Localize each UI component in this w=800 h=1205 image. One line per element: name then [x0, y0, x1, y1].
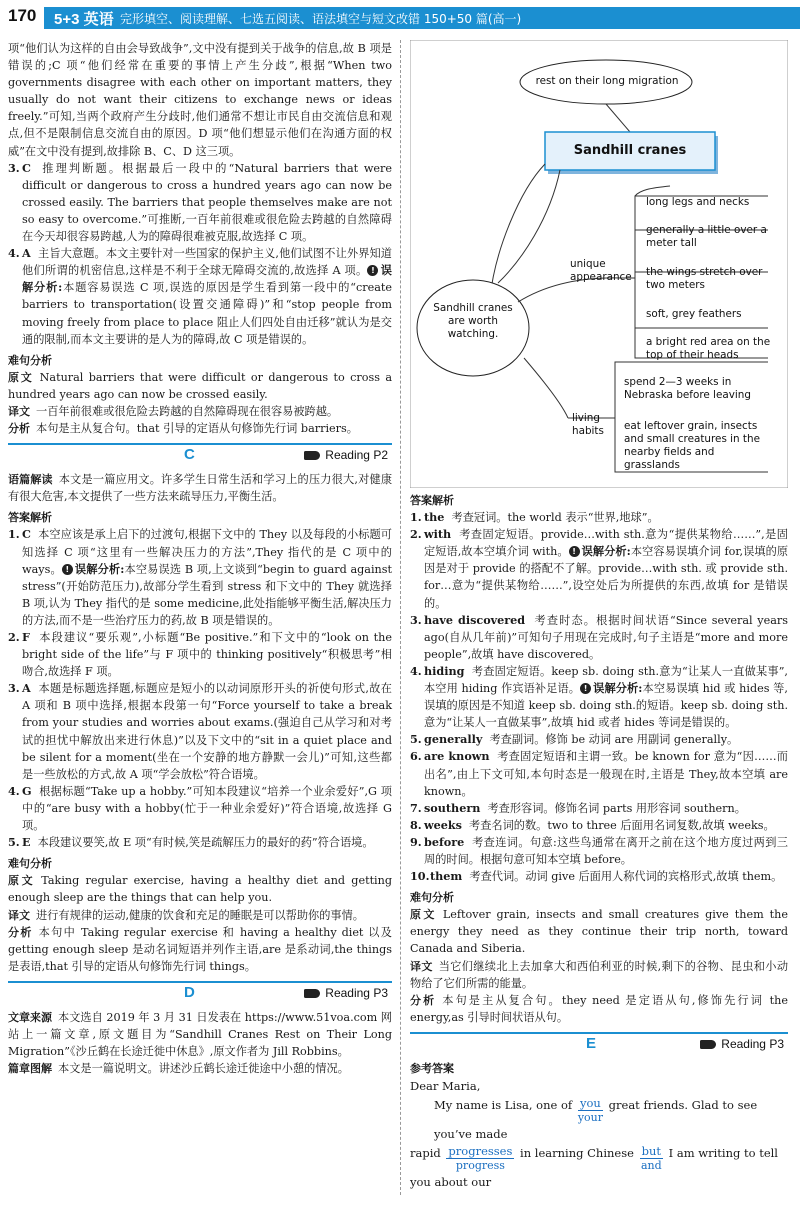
page-number: 170 [8, 6, 37, 25]
mistake-text: 本题容易误选 C 项,误选的原因是学生看到第一段中的“create barriers to transportation(设置交通障碍)”和“stop people from moving freely from place to place 阻止人们四处自由迁移”就认为是交通的限制,而本文主要讲的是人为的障碍,故 C 项是错误的。 [22, 281, 392, 346]
letter-greeting: Dear Maria, [410, 1079, 481, 1093]
left-column [8, 40, 392, 1077]
section-c-bar [8, 443, 392, 467]
answer-item: 3. A 本题是标题选择题,标题应是短小的以动词原形开头的祈使句形式,故在 A 项和 B 项中选择,根据本段第一句“Force yourself to take a break from your studies and worries about exams.(强迫自己从学习和对考试的担忧中解放出来进行休息)”以及下文中的“sit in a quiet place and be silent for a moment(坐在一个安静的地方静默一会儿)”可知,这些都是一些放松的方式,故 A 项“学会放松”符合语境。 [8, 681, 392, 781]
answer-item: 5. E 本段建议要笑,故 E 项“有时候,笑是疏解压力的最好的药”符合语境。 [8, 835, 374, 850]
header-band [44, 7, 800, 29]
mistake-label: ! 误解分析: [62, 562, 125, 576]
answer-item: 6. are known 考查固定短语和主谓一致。be known for 意为“因……而出名”,由上下文可知,本句时态是一般现在时,主语是 They,故本空填 are known。 [410, 749, 788, 798]
hard-translation: 译文 一百年前很难或很危险去跨越的自然障碍现在很容易被跨越。 [8, 404, 339, 418]
answer-item: 1. the 考查冠词。the world 表示“世界,地球”。 [410, 510, 659, 525]
appearance-item: generally a little over a meter tall [646, 224, 767, 249]
warning-icon: ! [367, 265, 378, 276]
answer-text: 推理判断题。根据最后一段中的“Natural barriers that were difficult or dangerous to cross a hundred years ago can now be crossed easily. The barriers that people themselves make are not so easy to overcome.”可推断,一百年前很难或很危险去跨越的自然障碍在今天却很容易跨越,人为的障碍很难被克服,故选择 C 项。 [22, 161, 392, 244]
section-letter: E [586, 1034, 597, 1052]
hard-original: 原文 Taking regular exercise, having a healthy diet and getting enough sleep are the things that can help you. [8, 874, 393, 905]
appearance-item: soft, grey feathers [646, 308, 742, 320]
book-title: 完形填空、阅读理解、七选五阅读、语法填空与短文改错 150+50 篇(高一) [120, 12, 522, 26]
branch-unique-appearance: unique appearance [570, 258, 632, 283]
letter-line: rapid progresses progress in learning Chinese but and I am writing to tell you about our [410, 1144, 778, 1189]
brand-logo: 5+3 英语 [54, 11, 114, 28]
correction: you your [577, 1096, 603, 1124]
hard-translation: 译文 进行有规律的运动,健康的饮食和充足的睡眠是可以帮助你的事情。 [8, 908, 364, 922]
warning-icon: ! [62, 564, 73, 575]
item-number: 3. [8, 160, 20, 175]
pointing-hand-icon [700, 1040, 716, 1049]
answer-item: 4. G 根据标题“Take up a hobby.”可知本段建议“培养一个业余爱好”,G 项中的“are busy with a hobby(忙于一种业余爱好)”符合语境,故选择 G 项。 [8, 783, 392, 833]
hard-original: 原文 Leftover grain, insects and small creatures give them the energy they need as they continue their trip north, toward Canada and Siberia. [410, 908, 788, 956]
answer-item [8, 160, 392, 245]
answer-title: 答案解析 [410, 494, 454, 507]
hard-original: 原文 Natural barriers that were difficult or dangerous to cross a hundred years ago can now be crossed easily. [8, 370, 392, 401]
answer-item: 5. generally 考查副词。修饰 be 动词 are 用副词 generally。 [410, 732, 739, 747]
mistake-label: ! 误解分析: [22, 263, 392, 295]
hard-sentence-title: 难句分析 [8, 353, 52, 367]
appearance-item: a bright red area on the top of their heads [646, 336, 771, 361]
hard-analysis: 分析 本句是主从复合句。that 引导的定语从句修饰先行词 barriers。 [8, 422, 358, 436]
hard-sentence-title: 难句分析 [410, 891, 454, 905]
article-source: 文章来源 本文选自 2019 年 3 月 31 日发表在 https://www.51voa.com 网站上一篇文章,原文题目为“Sandhill Cranes Rest on Their Long Migration”《沙丘鹤在长途迁徙中休息》,原文作者为 Jill Robbins。 [8, 1010, 392, 1059]
answer-item: 3. have discovered 考查时态。根据时间状语“Since several years ago(自从几年前)”可知句子用现在完成时,句子主语是“more and more people”,故填 have discovered。 [410, 612, 788, 661]
warning-icon: ! [569, 546, 580, 557]
correction: progresses progress [448, 1144, 513, 1172]
answer-item [8, 245, 392, 348]
pointing-hand-icon [304, 989, 320, 998]
answer-letter: C [22, 160, 31, 175]
left-bubble-text: Sandhill cranes are worth watching. [433, 302, 513, 340]
reading-ref: Reading P3 [304, 986, 388, 1000]
reading-ref: Reading P2 [304, 448, 388, 462]
page-header [0, 0, 800, 33]
right-column [410, 40, 788, 1192]
section-letter: C [184, 446, 195, 464]
answer-item: 8. weeks 考查名词的数。two to three 后面用名词复数,故填 weeks。 [410, 817, 775, 832]
pointing-hand-icon [304, 451, 320, 460]
answer-item: 4. hiding 考查固定短语。keep sb. doing sth.意为“让某人一直做某事”,本空用 hiding 作宾语补足语。 ! 误解分析:本空易误填 hid 或 hides 等,误填的原因是不知道 keep sb. doing sth.的短语。keep sb. doing sth.意为“让某人一直做某事”,故填 hid 或者 hides 等词是错误的。 [410, 663, 788, 730]
branch-living-habits: living habits [572, 412, 604, 437]
item-number: 4. [8, 246, 20, 261]
answer-item: 1. C 本空应该是承上启下的过渡句,根据下文中的 They 以及每段的小标题可知选择 C 项“这里有一些解决压力的方法”,They 指代的是 C 项中的 ways。 ! 误解分析:本空易误选 B 项,上文谈到“begin to guard against stress”(开始防范压力),故部分学生看到 stress 和下文中的 They 就选择 B 项,认为 They 指代的是 some medicine,此处指能够平衡生活,解决压力的方法,而不是一些治疗压力的药,故 B 项是错误的。 [8, 527, 392, 627]
habit-item: eat leftover grain, insects and small creatures in the nearby fields and grasslands [624, 420, 760, 471]
answer-item: 10. them 考查代词。动词 give 后面用人称代词的宾格形式,故填 them。 [410, 869, 783, 884]
mind-map [410, 40, 788, 488]
reading-ref: Reading P3 [700, 1037, 784, 1051]
warning-icon: ! [580, 683, 591, 694]
reference-answer-title: 参考答案 [410, 1061, 454, 1075]
hard-translation: 译文 当它们继续北上去加拿大和西伯利亚的时候,剩下的谷物、昆虫和小动物给了它们所需的能量。 [410, 959, 789, 990]
answer-item: 2. F 本段建议“要乐观”,小标题“Be positive.”和下文中的“look on the bright side of the life”与 F 项中的 thinking positively“积极思考”相吻合,故选择 F 项。 [8, 630, 392, 679]
intro-paragraph: 项“他们认为这样的自由会导致战争”,文中没有提到关于战争的信息,故 B 项是错误的;C 项“他们经常在重要的事情上产生分歧”,根据“When two governments disagree with each other on important matters, they usually do not want their citizens to exchange news or ideas freely.”可知,当两个政府产生分歧时,他们通常不想让市民自由交流信息和观点,但不是限制信息交流自由的原因。D 项“他们想显示他们在沟通方面的权威”在文中没有提到,故排除 B、C、D 这三项。 [8, 42, 392, 158]
section-letter: D [184, 983, 195, 1001]
answer-item: 7. southern 考查形容词。修饰名词 parts 用形容词 southern。 [410, 800, 746, 815]
hard-sentence-title: 难句分析 [8, 857, 52, 871]
column-divider [400, 40, 401, 1195]
top-bubble-text: rest on their long migration [535, 75, 679, 87]
answer-item: 2. with 考查固定短语。provide…with sth.意为“提供某物给……”,是固定短语,故本空填介词 with。 ! 误解分析:本空容易误填介词 for,误填的原因是对于 provide 的搭配不了解。provide…with sth. 或 provide sth. for…意为“提供某物给……”,设空处后为所提供的东西,故填 for 是错误的。 [410, 527, 789, 610]
mistake-label: ! 误解分析: [569, 544, 631, 558]
answer-letter: A [22, 246, 31, 261]
model-letter [410, 1077, 788, 1192]
answer-title: 答案解析 [8, 511, 52, 525]
hard-analysis: 分析 本句中 Taking regular exercise 和 having a healthy diet 以及 getting enough sleep 是动名词短语并列作主语,are 是系动词,the things 是表语,that 引导的定语从句修饰先行词 things。 [8, 925, 392, 973]
section-d-bar [8, 981, 392, 1005]
text-outline: 篇章图解 本文是一篇说明文。讲述沙丘鹤长途迁徙途中小憩的情况。 [8, 1062, 349, 1076]
appearance-item: the wings stretch over two meters [646, 266, 763, 291]
text-interpretation: 语篇解读 本文是一篇应用文。许多学生日常生活和学习上的压力很大,对健康有很大危害,本文提供了一些方法来疏导压力,平衡生活。 [8, 473, 393, 504]
section-e-bar [410, 1032, 788, 1056]
answer-item: 9. before 考查连词。句意:这些鸟通常在离开之前在这个地方度过两到三周的时间。根据句意可知本空填 before。 [410, 834, 788, 866]
habit-item: spend 2—3 weeks in Nebraska before leaving [624, 376, 751, 401]
mistake-label: ! 误解分析: [580, 681, 642, 695]
letter-line: My name is Lisa, one of you your great friends. Glad to see you’ve made [434, 1096, 758, 1141]
correction: but and [640, 1144, 662, 1172]
hard-analysis: 分析 本句是主从复合句。they need 是定语从句,修饰先行词 the energy,as 引导时间状语从句。 [410, 993, 788, 1024]
answer-text: 主旨大意题。本文主要针对一些国家的保护主义,他们试图不让外界知道他们所谓的机密信息,这样是不利于全球无障碍交流的,故选择 A 项。 [22, 247, 392, 278]
appearance-item: long legs and necks [646, 196, 750, 208]
center-label: Sandhill cranes [573, 143, 687, 158]
